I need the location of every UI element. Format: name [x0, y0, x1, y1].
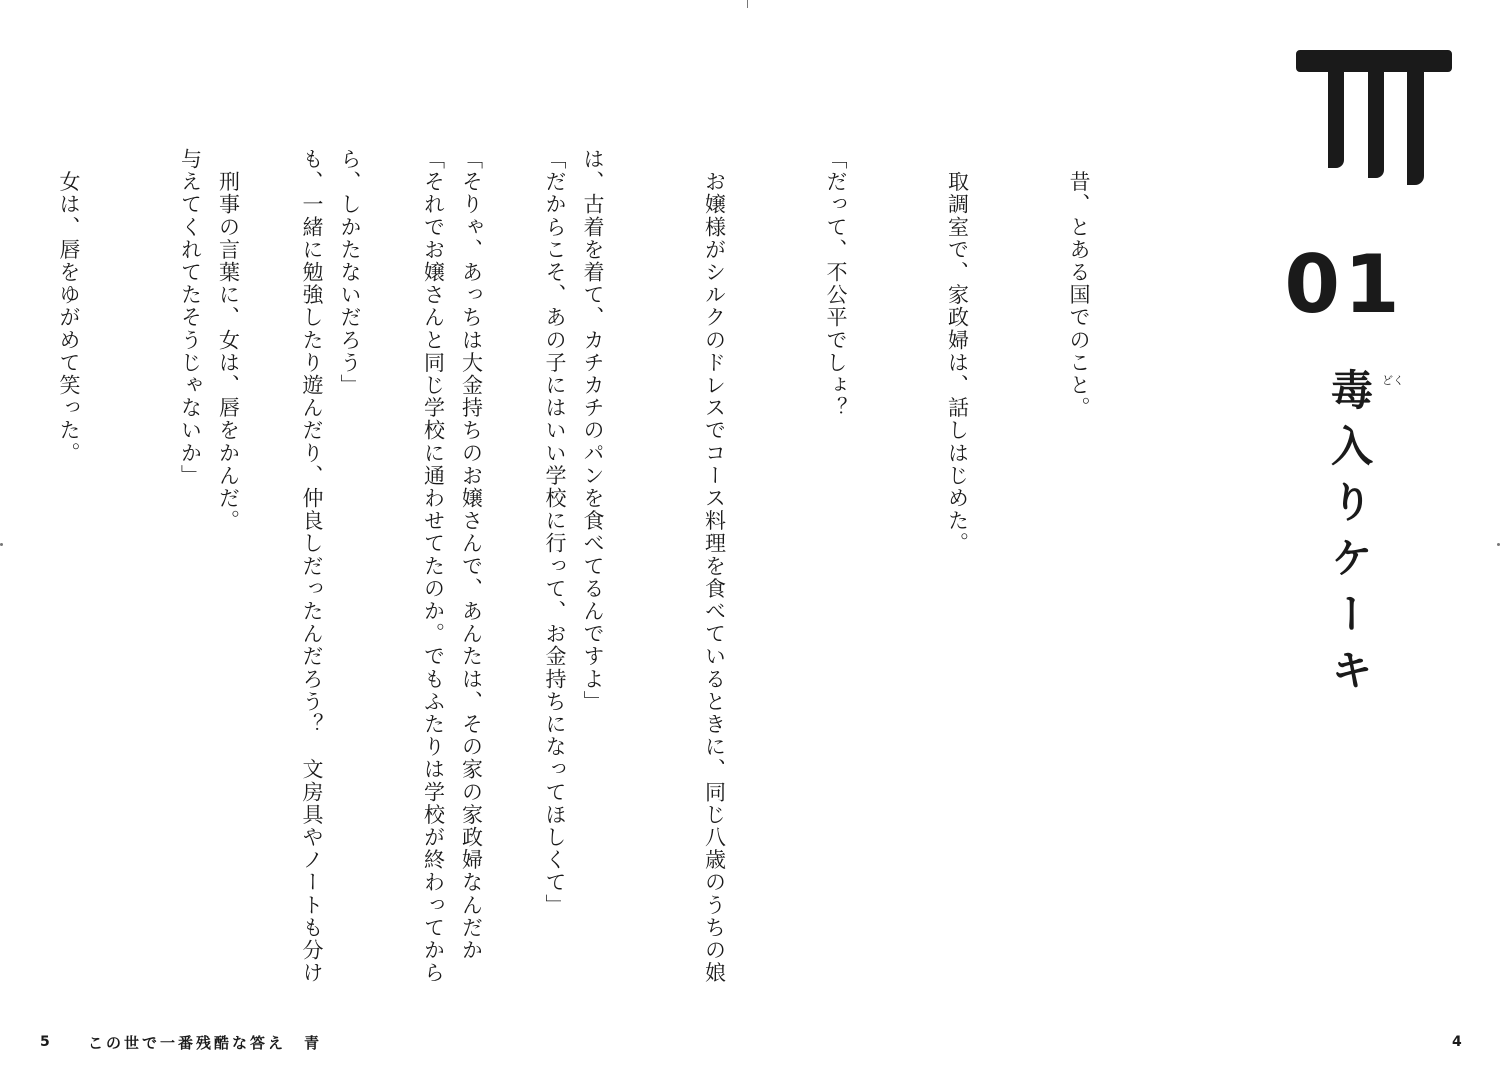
text-line: お嬢様がシルクのドレスでコース料理を食べているときに、同じ八歳のうちの娘	[702, 148, 727, 985]
chapter-number: 01	[1284, 238, 1404, 331]
text-line: も、一緒に勉強したり遊んだり、仲良しだったんだろう？ 文房具やノートも分け	[300, 148, 324, 985]
text-line: 取調室で、家政婦は、話しはじめた。	[945, 148, 970, 555]
chapter-title: 毒入りケーキ	[1325, 368, 1374, 704]
running-head: この世で一番残酷な答え 青	[88, 1034, 323, 1052]
page-number-left: 5	[40, 1034, 50, 1050]
text-line: 「それでお嬢さんと同じ学校に通わせてたのか。でもふたりは学校が終わってから	[421, 148, 446, 985]
page-number-right: 4	[1452, 1034, 1462, 1050]
chapter-title-ruby: どく	[1382, 374, 1404, 387]
text-line: 「だって、不公平でしょ？	[824, 148, 848, 420]
text-line: 女は、唇をゆがめて笑った。	[57, 148, 81, 465]
text-line: 「だからこそ、あの子にはいい学校に行って、お金持ちになってほしくて」	[543, 148, 567, 917]
comb-icon	[1296, 50, 1452, 186]
left-page-body	[57, 148, 656, 985]
text-line: は、古着を着て、カチカチのパンを食べてるんですよ」	[581, 148, 605, 713]
text-line: ら、しかたないだろう」	[338, 148, 362, 397]
text-line: 刑事の言葉に、女は、唇をかんだ。	[216, 148, 241, 533]
gutter-mark	[747, 0, 748, 8]
text-line: 与えてくれてたそうじゃないか」	[178, 148, 203, 487]
text-line: 「そりゃ、あっちは大金持ちのお嬢さんで、あんたは、その家の家政婦なんだか	[459, 148, 484, 962]
text-line: 昔、とある国でのこと。	[1067, 148, 1091, 420]
